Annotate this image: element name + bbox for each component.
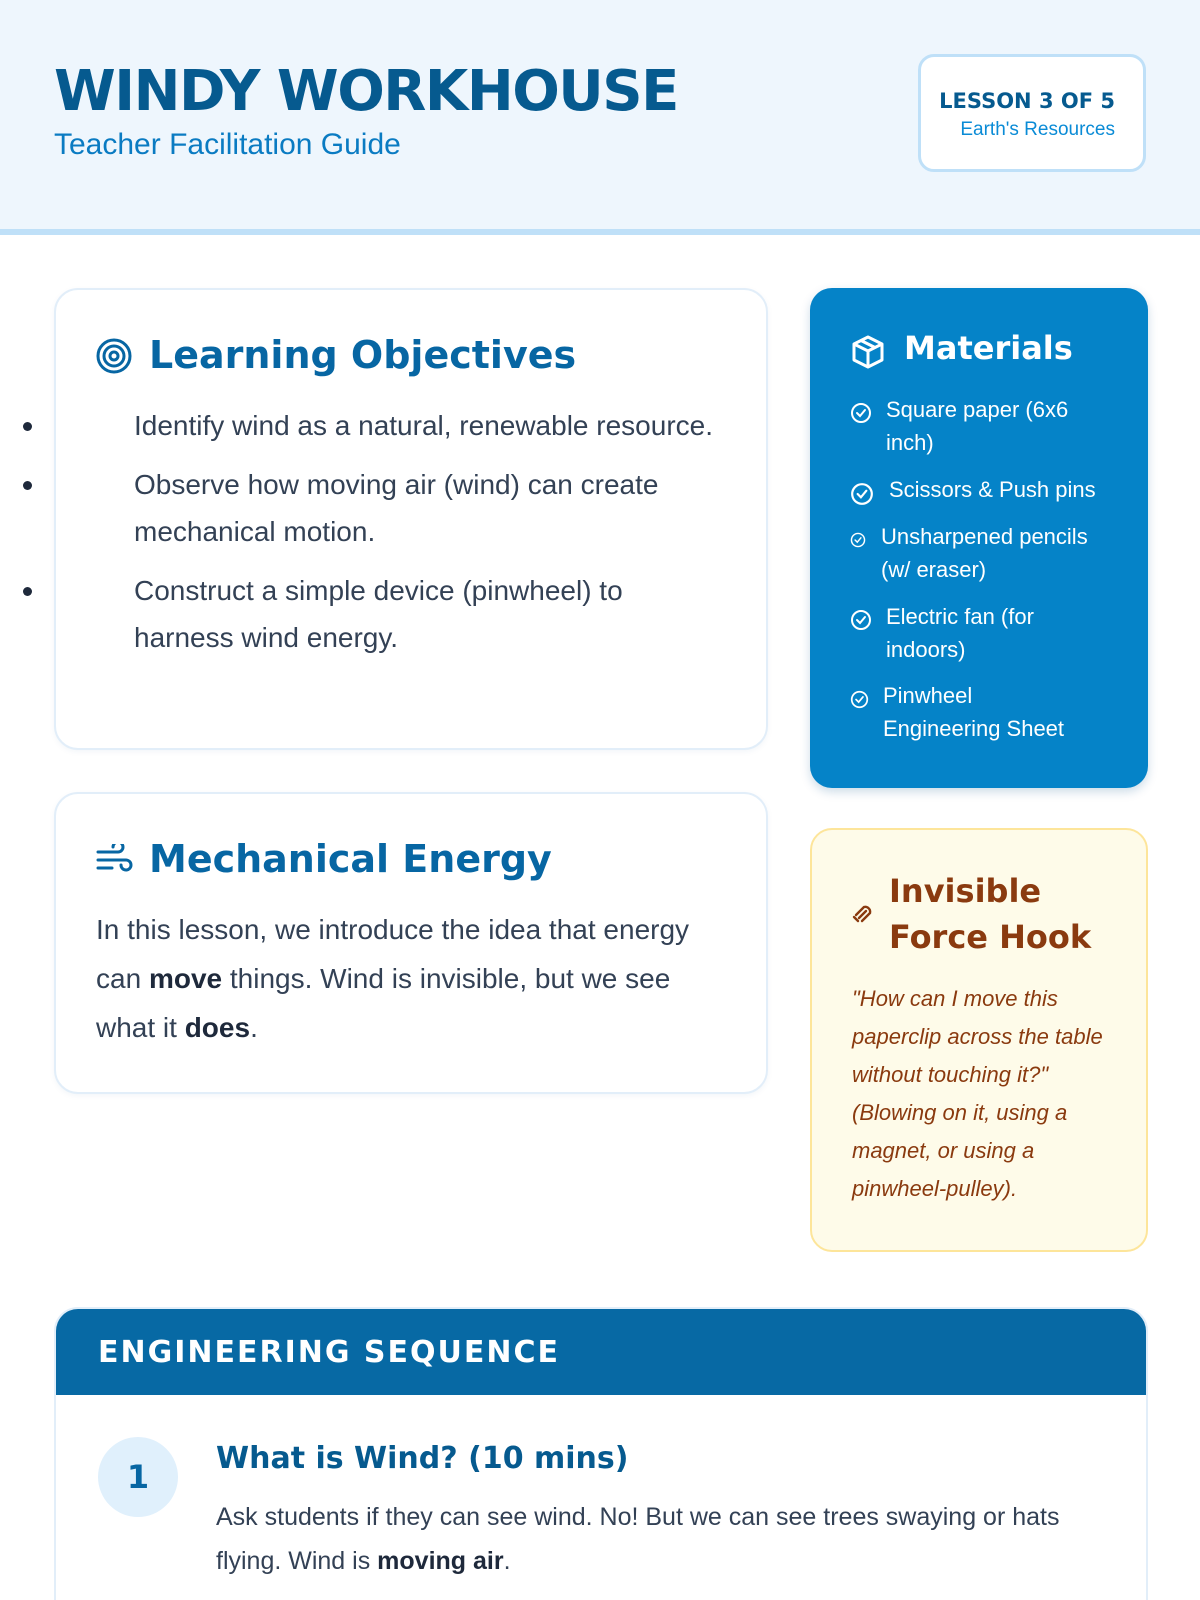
check-circle-icon bbox=[850, 609, 872, 631]
page-header bbox=[0, 0, 1200, 235]
hook-quote: "How can I move this paperclip across the table without touching it?" (Blowing on it, using a magnet, or using a pinwheel-pulley). bbox=[852, 986, 1103, 1201]
material-item: Scissors & Push pins bbox=[889, 477, 1096, 502]
page-title: WINDY WORKHOUSE bbox=[54, 59, 678, 124]
material-item: Unsharpened pencils (w/ eraser) bbox=[881, 524, 1088, 582]
wind-icon bbox=[96, 844, 134, 876]
objectives-title: Learning Objectives bbox=[149, 333, 577, 377]
material-item: Electric fan (for indoors) bbox=[886, 604, 1034, 662]
objective-item: Observe how moving air (wind) can create mechanical motion. bbox=[0, 461, 722, 555]
mechanical-energy-title: Mechanical Energy bbox=[149, 837, 552, 881]
sequence-title: ENGINEERING SEQUENCE bbox=[98, 1335, 560, 1370]
box-icon bbox=[850, 334, 886, 370]
engineering-sequence bbox=[54, 1307, 1148, 1600]
check-circle-icon bbox=[850, 532, 866, 548]
objective-item: Construct a simple device (pinwheel) to harness wind energy. bbox=[0, 567, 722, 661]
bullet-icon bbox=[23, 481, 32, 490]
check-circle-icon bbox=[850, 482, 874, 506]
step-title: What is Wind? (10 mins) bbox=[216, 1441, 629, 1476]
check-circle-icon bbox=[850, 690, 869, 709]
lesson-badge bbox=[918, 54, 1146, 172]
check-circle-icon bbox=[850, 402, 872, 424]
sequence-header bbox=[56, 1309, 1146, 1395]
bullet-icon bbox=[23, 587, 32, 596]
materials-title: Materials bbox=[904, 329, 1073, 367]
material-item: Square paper (6x6 inch) bbox=[886, 397, 1069, 455]
bullet-icon bbox=[23, 422, 32, 431]
material-item: Pinwheel Engineering Sheet bbox=[883, 683, 1065, 741]
mechanical-energy-body: In this lesson, we introduce the idea that energy can move things. Wind is invisible, but we see what it does. bbox=[96, 914, 690, 1043]
target-icon bbox=[96, 338, 132, 374]
lesson-unit: Earth's Resources bbox=[960, 119, 1115, 140]
objective-item: Identify wind as a natural, renewable resource. bbox=[0, 402, 722, 449]
page-subtitle: Teacher Facilitation Guide bbox=[54, 128, 401, 161]
lesson-number: LESSON 3 OF 5 bbox=[939, 89, 1115, 113]
objectives-list bbox=[82, 402, 722, 673]
step-body: Ask students if they can see wind. No! But we can see trees swaying or hats flying. Wind is moving air. bbox=[216, 1503, 1060, 1575]
step-number: 1 bbox=[98, 1437, 178, 1517]
hook-title: Invisible Force Hook bbox=[889, 872, 1092, 956]
magnet-icon bbox=[851, 902, 873, 924]
